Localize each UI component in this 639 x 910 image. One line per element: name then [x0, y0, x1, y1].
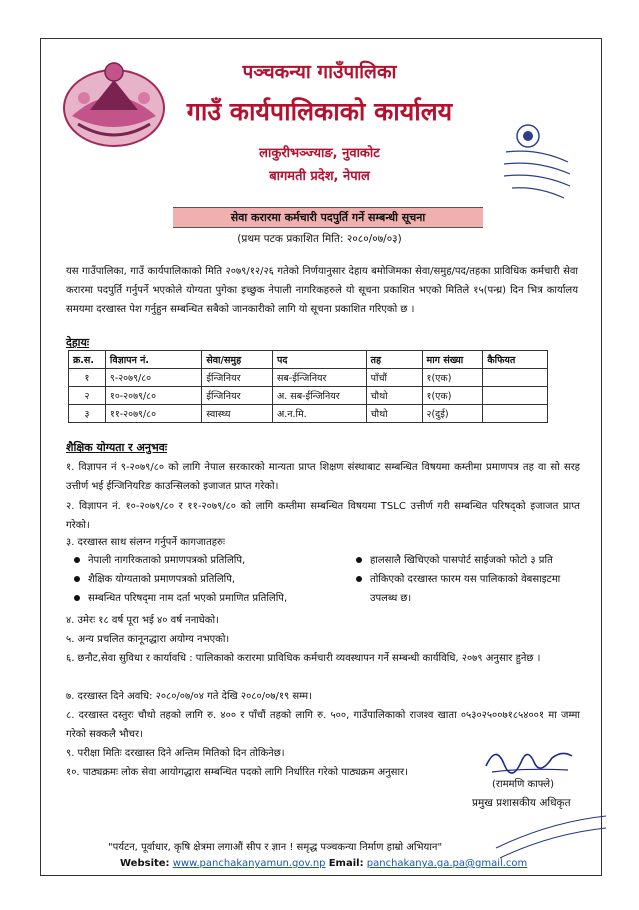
municipality-name: पञ्चकन्या गाउँपालिका — [242, 61, 397, 83]
table-row — [69, 369, 548, 387]
qualification-item-7: ७. दरखास्त दिने अवधि: २०८०/०७/०४ गते देखि २०८०/०७/१९ सम्म। — [66, 691, 312, 702]
office-address: लाकुरीभञ्ज्याङ, नुवाकोट — [259, 146, 380, 161]
cell — [483, 405, 548, 423]
cell: ३ — [69, 405, 106, 423]
cell: १(एक) — [422, 387, 483, 405]
notice-title: सेवा करारमा कर्मचारी पदपुर्ति गर्ने सम्बन्धी सूचना — [173, 207, 483, 228]
published-date: (प्रथम पटक प्रकाशित मिति: २०८०/०७/०३) — [237, 233, 402, 245]
qualification-item-10: १०. पाठ्यक्रमः लोक सेवा आयोगद्धारा सम्बन्धित पदको लागि निर्धारित गरेको पाठ्यक्रम अनुसार। — [66, 767, 408, 778]
cell: अ.न.मि. — [272, 405, 366, 423]
qualification-item-8: ८. दरखास्त दस्तुरः चौथो तहको लागि रु. ४०० र पाँचौं तहको लागि रु. ५००, गाउँपालिकाको राजश्व खाता ०५३०२५००७१८५४००१ मा जम्मा गरेको सक्कलै भौचर। — [66, 710, 580, 740]
col-service: सेवा/समुह — [202, 351, 273, 369]
office-seal-icon — [498, 118, 574, 206]
qualification-item-1: १. विज्ञापन नं ९-२०७९/८० को लागि नेपाल सरकारको मान्यता प्राप्त शिक्षण संस्थाबाट सम्बन्धित विषयमा कम्तीमा प्रमाणपत्र तह वा सो सरह उत्तीर्ण भई ईन्जिनियरिङ काउन्सिलको इजाजत प्राप्त गरेको। — [66, 462, 580, 492]
qualification-item-9: ९. परीक्षा मितिः दरखास्त दिने अन्तिम मितिको दिन तोकिनेछ। — [66, 748, 285, 759]
cell: ११-२०७९/८० — [105, 405, 201, 423]
cell: चौथो — [366, 405, 422, 423]
doc-list-item: नेपाली नागरिकताको प्रमाणपत्रको प्रतिलिपि, — [74, 551, 245, 570]
vacancy-table — [68, 350, 548, 423]
email-link[interactable]: panchakanya.ga.pa@gmail.com — [366, 858, 528, 869]
signatory-title: प्रमुख प्रशासकीय अधिकृत — [472, 797, 571, 809]
cell: २(दुई) — [422, 405, 483, 423]
qualification-item-2: २. विज्ञापन नं. १०-२०७९/८० र ११-२०७९/८० को लागि कम्तीमा सम्बन्धित विषयमा TSLC उत्तीर्ण गरी सम्बन्धित परिषद्को इजाजत प्राप्त गरेको। — [66, 501, 580, 531]
cell: पाँचौं — [366, 369, 422, 387]
col-serial: क्र.स. — [69, 351, 106, 369]
footer-contact — [120, 858, 527, 869]
qualification-item-4: ४. उमेरः १८ वर्ष पूरा भई ४० वर्ष ननाघेको। — [66, 615, 219, 626]
doc-list-item: हालसालै खिचिएको पासपोर्ट साईजको फोटो ३ प्रति — [356, 551, 553, 570]
col-quantity: माग संख्या — [422, 351, 483, 369]
office-province: बागमती प्रदेश, नेपाल — [269, 169, 370, 184]
cell: १०-२०७९/८० — [105, 387, 201, 405]
bullet-icon — [356, 576, 362, 582]
col-remarks: कैफियत — [483, 351, 548, 369]
email-label: Email: — [328, 858, 364, 869]
cell: ईन्जिनियर — [202, 369, 273, 387]
qualification-item-6: ६. छनौट,सेवा सुविधा र कार्यावधि : पालिकाको करारमा प्राविधिक कर्मचारी व्यवस्थापन गर्ने सम्बन्धी कार्यविधि, २०७९ अनुसार हुनेछ । — [66, 653, 541, 664]
doc-list-item-continued: उपलब्ध छ। — [370, 593, 412, 604]
cell: १(एक) — [422, 369, 483, 387]
col-advert-no: विज्ञापन नं. — [105, 351, 201, 369]
bullet-icon — [74, 576, 80, 582]
handwritten-signature-icon — [482, 740, 577, 780]
signatory-name: (राममणि काफ्ले) — [492, 779, 554, 790]
col-level: तह — [366, 351, 422, 369]
doc-list-item: सम्बन्धित परिषद्‌मा नाम दर्ता भएको प्रमाणित प्रतिलिपि, — [74, 589, 287, 608]
cell: ९-२०७९/८० — [105, 369, 201, 387]
table-row — [69, 387, 548, 405]
cell: ईन्जिनियर — [202, 387, 273, 405]
doc-list-item: शैक्षिक योग्यताको प्रमाणपत्रको प्रतिलिपि, — [74, 570, 235, 589]
cell — [483, 387, 548, 405]
qualification-item-3: ३. दरखास्त साथ संलग्न गर्नुपर्ने कागजातहरुः — [66, 537, 226, 548]
website-label: Website: — [120, 858, 170, 869]
qualification-item-5: ५. अन्य प्रचलित कानूनद्धारा अयोग्य नभएको। — [66, 634, 230, 645]
bullet-icon — [356, 557, 362, 563]
doc-list-item: तोकिएको दरखास्त फारम यस पालिकाको वेबसाइटमा — [356, 570, 560, 589]
table-row — [69, 405, 548, 423]
cell: स्वास्थ्य — [202, 405, 273, 423]
cell: सब-ईन्जिनियर — [272, 369, 366, 387]
cell: अ. सब-ईन्जिनियर — [272, 387, 366, 405]
cell: १ — [69, 369, 106, 387]
cell: २ — [69, 387, 106, 405]
qualification-heading: शैक्षिक योग्यता र अनुभवः — [66, 441, 168, 454]
table-header-row — [69, 351, 548, 369]
bullet-icon — [74, 595, 80, 601]
signature-stamp-icon — [490, 812, 610, 862]
cell: चौथो — [366, 387, 422, 405]
cell — [483, 369, 548, 387]
table-heading: देहायः — [66, 336, 90, 349]
intro-paragraph: यस गाउँपालिका, गाउँ कार्यपालिकाको मिति २०७९/१२/२६ गतेको निर्णयानुसार देहाय बमोजिमका सेवा/समुह/पद/तहका प्राविधिक कर्मचारी सेवा करारमा पदपुर्ति गर्नुपर्ने भएकोले योग्यता पुगेका इच्छुक नेपाली नागरिकहरुले यो सूचना प्रकाशित भएको मितिले १५(पन्ध्र) दिन भित्र कार्यालय समयमा दरखास्त पेश गर्नुहुन सम्बन्धित सबैको जानकारीको लागि यो सूचना प्रकाशित गरिएको छ । — [66, 266, 578, 315]
bullet-icon — [74, 557, 80, 563]
footer-motto: "पर्यटन, पूर्वाधार, कृषि क्षेत्रमा लगाऔं सीप र ज्ञान ! समृद्ध पञ्चकन्या निर्माण हाम्रो अभियान" — [108, 842, 443, 853]
col-post: पद — [272, 351, 366, 369]
office-name: गाउँ कार्यपालिकाको कार्यालय — [186, 97, 453, 126]
website-link[interactable]: www.panchakanyamun.gov.np — [172, 858, 326, 869]
